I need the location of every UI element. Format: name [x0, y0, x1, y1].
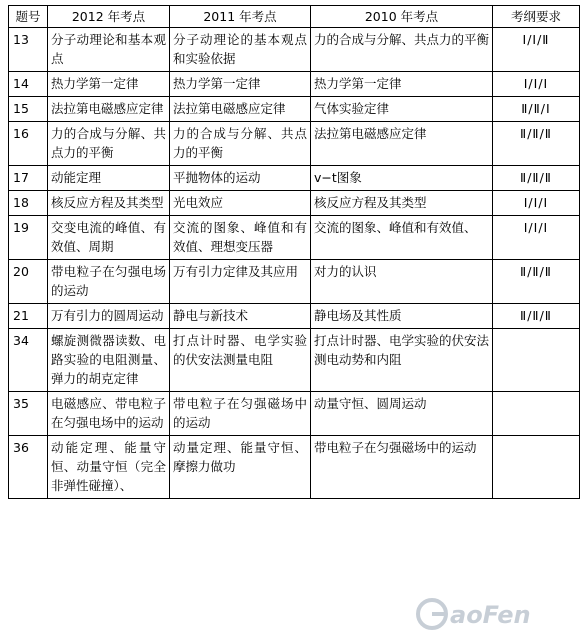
requirement: Ⅰ/Ⅰ/Ⅰ — [493, 72, 580, 97]
requirement: Ⅱ/Ⅱ/Ⅱ — [493, 304, 580, 329]
question-no: 34 — [9, 329, 48, 392]
point-2012: 交变电流的峰值、有效值、周期 — [48, 216, 170, 260]
header-2011: 2011 年考点 — [170, 6, 311, 28]
point-2011: 交流的图象、峰值和有效值、理想变压器 — [170, 216, 311, 260]
point-2012: 法拉第电磁感应定律 — [48, 97, 170, 122]
point-2012: 分子动理论和基本观点 — [48, 28, 170, 72]
point-2011: 动量定理、能量守恒、摩擦力做功 — [170, 436, 311, 499]
table-row — [9, 72, 580, 97]
point-2012: 热力学第一定律 — [48, 72, 170, 97]
point-2011: 分子动理论的基本观点和实验依据 — [170, 28, 311, 72]
requirement: Ⅰ/Ⅰ/Ⅱ — [493, 28, 580, 72]
point-2010: 静电场及其性质 — [311, 304, 493, 329]
question-no: 16 — [9, 122, 48, 166]
question-no: 36 — [9, 436, 48, 499]
requirement — [493, 392, 580, 436]
table-row — [9, 392, 580, 436]
gaofen-watermark — [412, 594, 572, 632]
table-row — [9, 97, 580, 122]
question-no: 35 — [9, 392, 48, 436]
requirement: Ⅱ/Ⅱ/Ⅱ — [493, 166, 580, 191]
point-2010: 核反应方程及其类型 — [311, 191, 493, 216]
point-2011: 力的合成与分解、共点力的平衡 — [170, 122, 311, 166]
requirement: Ⅱ/Ⅱ/Ⅱ — [493, 122, 580, 166]
point-2011: 静电与新技术 — [170, 304, 311, 329]
point-2010: 带电粒子在匀强磁场中的运动 — [311, 436, 493, 499]
question-no: 18 — [9, 191, 48, 216]
point-2012: 万有引力的圆周运动 — [48, 304, 170, 329]
requirement: Ⅱ/Ⅱ/Ⅰ — [493, 97, 580, 122]
point-2010: 气体实验定律 — [311, 97, 493, 122]
table-row — [9, 304, 580, 329]
point-2012: 动能定理 — [48, 166, 170, 191]
point-2010: v−t图象 — [311, 166, 493, 191]
gaofen-logo-icon — [412, 594, 572, 632]
point-2010: 对力的认识 — [311, 260, 493, 304]
point-2011: 热力学第一定律 — [170, 72, 311, 97]
header-question-no: 题号 — [9, 6, 48, 28]
exam-points-table — [8, 5, 580, 499]
table-row — [9, 191, 580, 216]
question-no: 13 — [9, 28, 48, 72]
question-no: 14 — [9, 72, 48, 97]
table-header-row — [9, 6, 580, 28]
point-2010: 动量守恒、圆周运动 — [311, 392, 493, 436]
point-2012: 动能定理、能量守恒、动量守恒（完全非弹性碰撞）、 — [48, 436, 170, 499]
point-2012: 带电粒子在匀强电场的运动 — [48, 260, 170, 304]
point-2010: 热力学第一定律 — [311, 72, 493, 97]
question-no: 15 — [9, 97, 48, 122]
point-2012: 力的合成与分解、共点力的平衡 — [48, 122, 170, 166]
header-2010: 2010 年考点 — [311, 6, 493, 28]
requirement: Ⅰ/Ⅰ/Ⅰ — [493, 191, 580, 216]
question-no: 20 — [9, 260, 48, 304]
point-2012: 螺旋测微器读数、电路实验的电阻测量、弹力的胡克定律 — [48, 329, 170, 392]
question-no: 17 — [9, 166, 48, 191]
point-2011: 万有引力定律及其应用 — [170, 260, 311, 304]
point-2011: 平抛物体的运动 — [170, 166, 311, 191]
requirement: Ⅰ/Ⅰ/Ⅰ — [493, 216, 580, 260]
table-row — [9, 260, 580, 304]
table-row — [9, 28, 580, 72]
point-2010: 力的合成与分解、共点力的平衡 — [311, 28, 493, 72]
requirement — [493, 329, 580, 392]
point-2010: 法拉第电磁感应定律 — [311, 122, 493, 166]
table-row — [9, 216, 580, 260]
point-2011: 光电效应 — [170, 191, 311, 216]
watermark-text: aoFen — [450, 601, 531, 629]
header-2012: 2012 年考点 — [48, 6, 170, 28]
question-no: 19 — [9, 216, 48, 260]
point-2012: 核反应方程及其类型 — [48, 191, 170, 216]
header-requirement: 考纲要求 — [493, 6, 580, 28]
requirement: Ⅱ/Ⅱ/Ⅱ — [493, 260, 580, 304]
table-row — [9, 329, 580, 392]
point-2010: 交流的图象、峰值和有效值、 — [311, 216, 493, 260]
table-row — [9, 122, 580, 166]
point-2011: 带电粒子在匀强磁场中的运动 — [170, 392, 311, 436]
point-2011: 法拉第电磁感应定律 — [170, 97, 311, 122]
point-2010: 打点计时器、电学实验的伏安法测电动势和内阻 — [311, 329, 493, 392]
question-no: 21 — [9, 304, 48, 329]
point-2011: 打点计时器、电学实验的伏安法测量电阻 — [170, 329, 311, 392]
table-row — [9, 166, 580, 191]
requirement — [493, 436, 580, 499]
table-row — [9, 436, 580, 499]
point-2012: 电磁感应、带电粒子在匀强电场中的运动 — [48, 392, 170, 436]
